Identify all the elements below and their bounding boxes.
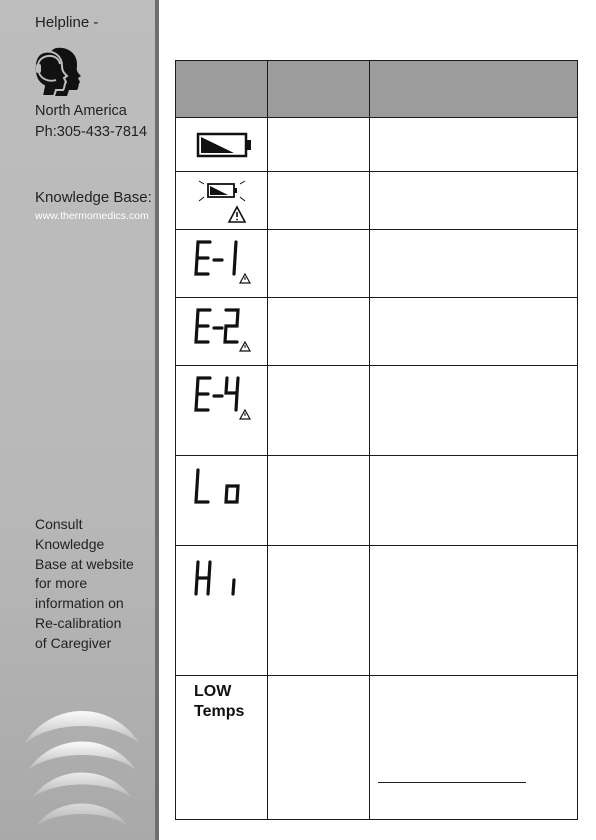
- action-cell: [370, 172, 578, 230]
- action-cell: [370, 456, 578, 546]
- low-battery-icon: [176, 118, 266, 170]
- icon-cell: [176, 172, 268, 230]
- meaning-cell: [268, 366, 370, 456]
- action-cell: [370, 298, 578, 366]
- helpline-region: North America: [35, 103, 127, 119]
- meaning-cell: [268, 546, 370, 676]
- consult-line: Consult: [35, 516, 83, 532]
- icon-cell: [176, 456, 268, 546]
- helpline-phone: Ph:305-433-7814: [35, 124, 148, 140]
- flashing-low-battery-warning-icon: [176, 172, 266, 228]
- helpline-sidebar: [0, 0, 155, 840]
- error-e1-display-icon: [176, 230, 266, 294]
- error-e4-display-icon: [176, 366, 266, 430]
- table-row: [176, 118, 578, 172]
- icon-cell: [176, 676, 268, 820]
- action-cell: [370, 230, 578, 298]
- low-temps-line: LOW: [194, 683, 232, 700]
- meaning-cell: [268, 118, 370, 172]
- lo-display-icon: [176, 456, 266, 516]
- consult-line: Base at website: [35, 555, 134, 572]
- table-header-cell: [176, 61, 268, 118]
- action-cell: [370, 366, 578, 456]
- meaning-cell: [268, 172, 370, 230]
- table-header-row: [176, 61, 578, 118]
- action-cell: [370, 546, 578, 676]
- headset-support-icon: [34, 44, 88, 101]
- icon-cell: [176, 546, 268, 676]
- error-code-table: [175, 60, 578, 820]
- table-row: [176, 366, 578, 456]
- underlined-link[interactable]: [378, 782, 526, 783]
- table-header-cell: [268, 61, 370, 118]
- consult-note: [35, 515, 134, 654]
- low-temps-label: [176, 676, 267, 722]
- meaning-cell: [268, 676, 370, 820]
- helpline-title: Helpline -: [35, 14, 99, 31]
- action-cell: [370, 676, 578, 820]
- table-row: [176, 456, 578, 546]
- hi-display-icon: [176, 546, 266, 610]
- table-row: [176, 172, 578, 230]
- decorative-arcs-icon: [22, 698, 142, 833]
- sidebar-divider: [155, 0, 159, 840]
- error-e2-display-icon: [176, 298, 266, 362]
- consult-line: information on: [35, 595, 124, 612]
- table-row: [176, 546, 578, 676]
- consult-line: of Caregiver: [35, 634, 112, 651]
- table-row: [176, 676, 578, 820]
- icon-cell: [176, 118, 268, 172]
- table-row: [176, 230, 578, 298]
- table-row: [176, 298, 578, 366]
- consult-line: Knowledge: [35, 535, 105, 552]
- meaning-cell: [268, 298, 370, 366]
- meaning-cell: [268, 456, 370, 546]
- consult-line: Re-calibration: [35, 614, 122, 631]
- knowledge-base-title: Knowledge Base:: [35, 189, 152, 206]
- table-header-cell: [370, 61, 578, 118]
- consult-line: for more: [35, 575, 88, 592]
- meaning-cell: [268, 230, 370, 298]
- low-temps-line: Temps: [194, 703, 245, 720]
- icon-cell: [176, 230, 268, 298]
- icon-cell: [176, 366, 268, 456]
- knowledge-base-url[interactable]: www.thermomedics.com: [35, 210, 149, 222]
- action-cell: [370, 118, 578, 172]
- icon-cell: [176, 298, 268, 366]
